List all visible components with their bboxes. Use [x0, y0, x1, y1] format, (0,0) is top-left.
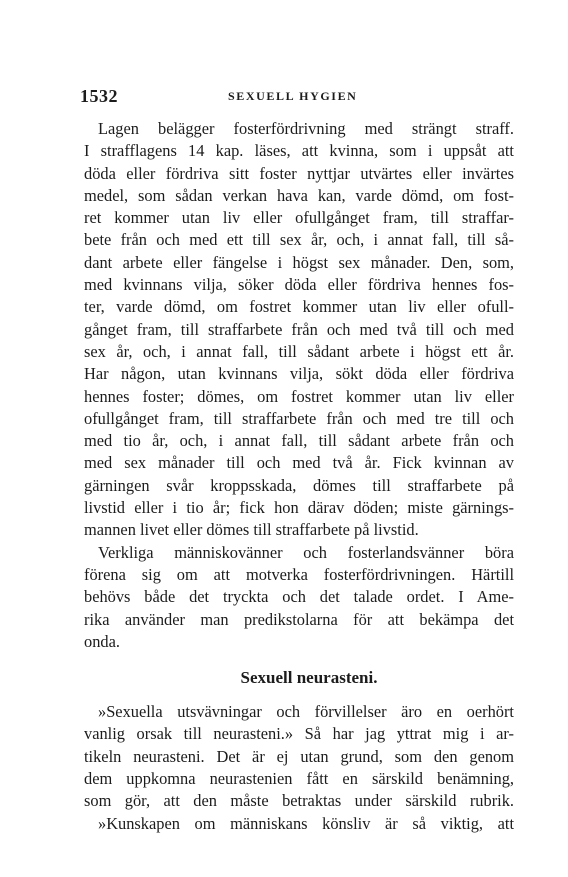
text-line: sex år, och, i annat fall, till sådant arbete i högst ett år.: [84, 341, 514, 361]
paragraph-knowledge: [84, 813, 514, 835]
text-line: med kvinnans vilja, söker döda eller fördriva hennes fos-: [84, 275, 514, 295]
text-line: dant arbete eller fängelse i högst sex månader. Den, som,: [84, 252, 514, 272]
text-line: medel, som sådan verkan hava kan, varde dömd, om fost-: [84, 185, 514, 205]
text-line: bete från och med ett till sex år, och, i annat fall, till så-: [84, 230, 514, 250]
section-heading: Sexuell neurasteni.: [240, 668, 378, 688]
paragraph-human-friends: [84, 542, 514, 653]
text-line: med sex månader till och med två år. Fick kvinnan av: [84, 453, 514, 473]
paragraph-legal-penalties: [84, 118, 514, 542]
text-line: livstid eller i tio år; fick hon därav döden; miste gärnings-: [84, 498, 514, 518]
text-line: Har någon, utan kvinnans vilja, sökt döda eller fördriva: [84, 364, 514, 384]
text-line: dem uppkomna neurastenien fått en särskild benämning,: [84, 769, 514, 789]
text-line: »Sexuella utsvävningar och förvillelser äro en oerhört: [98, 702, 514, 722]
text-line: gärningen svår kroppsskada, dömes till straffarbete på: [84, 475, 514, 495]
text-line: ret kommer utan liv eller ofullgånget fram, till straffar-: [84, 208, 514, 228]
text-line: hennes foster; dömes, om fostret kommer utan liv eller: [84, 386, 514, 406]
text-line: ter, varde dömd, om fostret kommer utan liv eller ofull-: [84, 297, 514, 317]
page-number: 1532: [80, 86, 118, 106]
text-line: gånget fram, till straffarbete från och med två till och med: [84, 319, 514, 339]
text-line: tikeln neurasteni. Det är ej utan grund, som den genom: [84, 746, 514, 766]
text-line: »Kunskapen om människans könsliv är så viktig, att: [98, 813, 514, 833]
paragraph-sexual-excesses: [84, 701, 514, 812]
text-line: rika använder man predikstolarna för att bekämpa det: [84, 609, 514, 629]
running-title: SEXUELL HYGIEN: [228, 89, 358, 103]
text-line: Lagen belägger fosterfördrivning med strängt straff.: [98, 119, 514, 138]
text-line: som gör, att den måste betraktas under särskild rubrik.: [84, 791, 514, 811]
body-text: [84, 118, 514, 835]
text-line: behövs både det tryckta och det talade ordet. I Ame-: [84, 587, 514, 607]
text-line: I strafflagens 14 kap. läses, att kvinna, som i uppsåt att: [84, 141, 514, 161]
text-line: förena sig om att motverka fosterfördrivningen. Härtill: [84, 564, 514, 584]
text-line: döda eller fördriva sitt foster nyttjar utvärtes eller invärtes: [84, 163, 514, 183]
text-line: Verkliga människovänner och fosterlandsvänner böra: [98, 542, 514, 562]
text-line: vanlig orsak till neurasteni.» Så har jag yttrat mig i ar-: [84, 724, 514, 744]
text-line: mannen livet eller dömes till straffarbete på livstid.: [84, 520, 419, 540]
text-line: onda.: [84, 631, 120, 651]
text-line: ofullgånget fram, till straffarbete från och med tre till och: [84, 408, 514, 428]
text-line: med tio år, och, i annat fall, till sådant arbete från och: [84, 431, 514, 451]
